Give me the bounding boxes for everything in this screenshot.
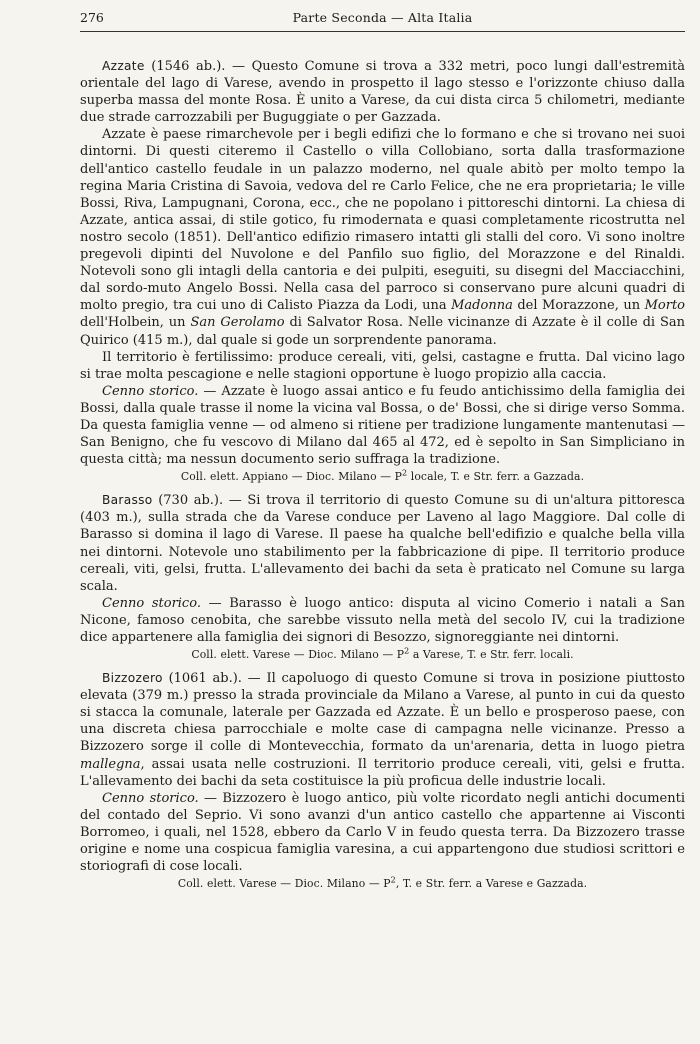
azzate-desc-d: di Salvator Rosa. Nelle vicinanze di Azzate è il colle di San Quirico (415 m.), dal quale si gode un sorprendente panorama. bbox=[80, 315, 685, 348]
azzate-coll-sup: 2 bbox=[402, 468, 408, 478]
azzate-territory: Il territorio è fertilissimo: produce cereali, viti, gelsi, castagne e frutta. Dal vicino lago si trae molta pescagione e nelle stagioni opportune è luogo propizio alla caccia. bbox=[80, 349, 685, 382]
bizzozero-history-text: — Bizzozero è luogo antico, più volte ricordato negli antichi documenti del contado del Seprio. Vi sono avanzi d'un antico castello che appartenne ai Visconti Borromeo, i quali, nel 1528, ebbero da Carlo V in feudo questa terra. Da Bizzozero trasse origine e nome una cospicua famiglia varesina, a cui appartengono due studiosi scrittori e storiografi di cose locali. bbox=[80, 790, 685, 875]
header-rule bbox=[80, 31, 685, 32]
azzate-work-gerolamo: San Gerolamo bbox=[190, 315, 285, 331]
azzate-desc-c: dell'Holbein, un bbox=[80, 315, 191, 331]
barasso-history-label: Cenno storico. bbox=[102, 595, 201, 611]
bizzozero-intro-a: (1061 ab.). — Il capoluogo di questo Comune si trova in posizione piuttosto elevata (379 m.) presso la strada provinciale da Milano a Varese, al punto in cui da questo si stacca la comunale, laterale per Gazzada ed Azzate. È un bello e prosperoso paese, con una discreta chiesa parrocchiale e molte case di campagna nelle vicinanze. Presso a Bizzozero sorge il colle di Montevecchia, formato da un'arenaria, detta in luogo pietra bbox=[80, 671, 685, 755]
entry-name-barasso: Barasso bbox=[102, 493, 153, 508]
barasso-intro-text: (730 ab.). — Si trova il territorio di questo Comune su di un'altura pittoresca (403 m.), sulla strada che da Varese conduce per Laveno al lago Maggiore. Dal colle di Barasso si domina il lago di Varese. Il paese ha qualche bell'edifizio e qualche bella villa nei dintorni. Notevole uno stabilimento per la fabbricazione di pipe. Il territorio produce cereali, viti, gelsi, frutta. L'allevamento dei bachi da seta è praticato nel Comune su larga scala. bbox=[80, 493, 685, 594]
azzate-desc-a: Azzate è paese rimarchevole per i begli edifizi che lo formano e che si trovano nei suoi dintorni. Di questi citeremo il Castello o villa Collobiano, sorta dalla trasformazione dell'antico castello feudale in un palazzo moderno, nel quale abitò per molto tempo la regina Maria Cristina di Savoia, vedova del re Carlo Felice, che ne era proprietaria; le ville Bossi, Riva, Lampugnani, Corona, ecc., che ne popolano i pittoreschi dintorni. La chiesa di Azzate, antica assai, di stile gotico, fu rimodernata e quasi completamente ricostrutta nel nostro secolo (1851). Dell'antico edifizio rimasero intatti gli stalli del coro. Vi sono inoltre pregevoli dipinti del Nuvolone e del Panfilo suo figlio, del Morazzone e del Rinaldi. Notevoli sono gli intagli della cantoria e dei pulpiti, eseguiti, su disegni del Macciacchini, dal sordo-muto Angelo Bossi. Nella casa del parroco si conservano pure alcuni quadri di molto pregio, tra cui uno di Calisto Piazza da Lodi, una bbox=[80, 127, 685, 314]
barasso-history-text: — Barasso è luogo antico: disputa al vicino Comerio i natali a San Nicone, famoso cenobita, che sarebbe vissuto nella metà del secolo IV, cui la tradizione dice appartenere alla famiglia dei signori di Besozzo, signoreggiante nei dintorni. bbox=[80, 595, 685, 645]
running-title: Parte Seconda — Alta Italia bbox=[292, 10, 473, 25]
bizzozero-coll-a: Coll. elett. Varese — Dioc. Milano — P bbox=[177, 877, 391, 891]
barasso-coll-a: Coll. elett. Varese — Dioc. Milano — P bbox=[191, 648, 405, 662]
barasso-electoral-line bbox=[80, 647, 685, 662]
bizzozero-stone-name: mallegna bbox=[80, 756, 141, 772]
barasso-intro bbox=[80, 492, 685, 595]
azzate-history bbox=[80, 383, 685, 468]
barasso-coll-sup: 2 bbox=[404, 646, 410, 656]
entry-name-azzate: Azzate bbox=[102, 59, 145, 73]
bizzozero-electoral-line bbox=[80, 876, 685, 891]
azzate-coll-b: locale, T. e Str. ferr. a Gazzada. bbox=[407, 470, 585, 484]
azzate-history-label: Cenno storico. bbox=[102, 383, 199, 399]
bizzozero-coll-b: , T. e Str. ferr. a Varese e Gazzada. bbox=[395, 877, 588, 891]
page-header bbox=[80, 7, 685, 31]
azzate-description bbox=[80, 126, 685, 348]
barasso-coll-b: a Varese, T. e Str. ferr. locali. bbox=[409, 648, 574, 662]
bizzozero-intro bbox=[80, 670, 685, 790]
azzate-intro-text: (1546 ab.). — Questo Comune si trova a 332 metri, poco lungi dall'estremità orientale del lago di Varese, avendo in prospetto il lago stesso e l'orizzonte chiuso dalla superba massa del monte Rosa. È unito a Varese, da cui dista circa 5 chilometri, mediante due strade carrozzabili per Buguggiate o per Gazzada. bbox=[80, 59, 685, 126]
bizzozero-history bbox=[80, 790, 685, 875]
azzate-history-text: — Azzate è luogo assai antico e fu feudo antichissimo della famiglia dei Bossi, dalla quale trasse il nome la vicina val Bossa, o de' Bossi, che si dirige verso Somma. Da questa famiglia venne — od almeno si ritiene per tradizione lungamente mantenutasi — San Benigno, che fu vescovo di Milano dal 465 al 472, ed è sepolto in San Simpliciano in questa città; ma nessun documento serio suffraga la tradizione. bbox=[80, 383, 685, 468]
entry-name-bizzozero: Bizzozero bbox=[102, 671, 163, 686]
page-number: 276 bbox=[80, 10, 104, 25]
azzate-desc-b: del Morazzone, un bbox=[512, 298, 645, 314]
barasso-history bbox=[80, 595, 685, 646]
bizzozero-history-label: Cenno storico. bbox=[102, 790, 199, 806]
bizzozero-intro-b: , assai usata nelle costruzioni. Il territorio produce cereali, viti, gelsi e frutta. L'allevamento dei bachi da seta costituisce la più proficua delle industrie locali. bbox=[80, 756, 685, 789]
bizzozero-coll-sup: 2 bbox=[390, 875, 396, 885]
azzate-electoral-line bbox=[80, 469, 685, 484]
azzate-work-morto: Morto bbox=[644, 298, 685, 314]
azzate-work-madonna: Madonna bbox=[451, 298, 513, 314]
page-body bbox=[80, 58, 685, 891]
azzate-intro bbox=[80, 58, 685, 126]
azzate-coll-a: Coll. elett. Appiano — Dioc. Milano — P bbox=[180, 470, 403, 484]
